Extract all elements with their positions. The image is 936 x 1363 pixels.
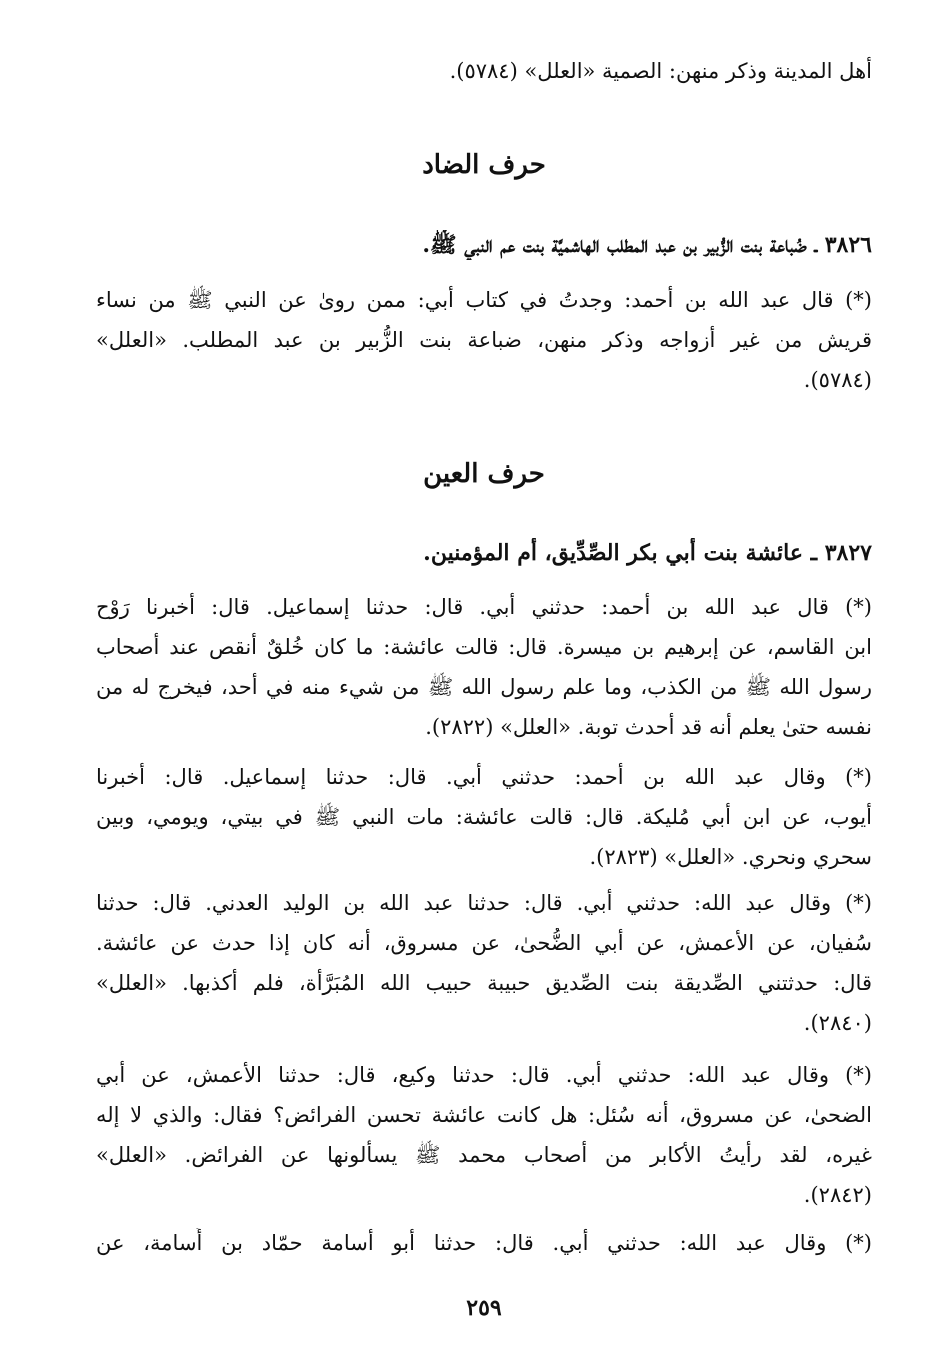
text-line: أهل المدينة وذكر منهن: الصمية «العلل» (٥٧٨٤). [449,59,872,83]
text-line: الضحىٰ، عن مسروق، أنه سُئل: هل كانت عائشة تحسن الفرائض؟ فقال: والذي لا إله [96,1103,872,1127]
entry-title-3827: ٣٨٢٧ ـ عائشة بنت أبي بكر الصِّدِّيق، أم المؤمنين. [423,540,872,566]
text-line: (*) قال عبد الله بن أحمد: وجدتُ في كتاب أبي: ممن روىٰ عن النبي ﷺ من نساء [96,288,872,312]
text-line: غيره، لقد رأيتُ الأكابر من أصحاب محمد ﷺ يسألونها عن الفرائض. «العلل» [96,1143,872,1167]
text-line: رسول الله ﷺ من الكذب، وما علم رسول الله ﷺ من شيء منه في أحد، فيخرج له من [96,675,872,699]
text-line: نفسه حتىٰ يعلم أنه قد أحدث توبة. «العلل» (٢٨٢٢). [425,715,872,739]
text-line: (*) وقال عبد الله: حدثني أبي. قال: حدثنا عبد الله بن الوليد العدني. قال: حدثنا [96,891,872,915]
text-line: (*) وقال عبد الله: حدثني أبي. قال: حدثنا أبو أسامة حمّاد بن أُسامة، عن [96,1231,872,1255]
entry-title-3826: ٣٨٢٦ ـ ضُباعة بنت الزُّبير بن عبد المطلب الهاشميَّة بنت عم النبي ﷺ. [422,232,872,258]
text-line: قريش من غير أزواجه وذكر منهن، ضباعة بنت الزُّبير بن عبد المطلب. «العلل» [96,328,872,352]
section-heading-dad: حرف الضاد [422,150,546,180]
text-line: (٥٧٨٤). [803,368,872,392]
text-line: (٢٨٤٠). [803,1011,872,1035]
text-line: أيوب، عن ابن أبي مُليكة. قال: قالت عائشة: مات النبي ﷺ في بيتي، ويومي، وبين [96,805,872,829]
section-heading-ain: حرف العين [423,459,545,489]
text-line: (*) وقال عبد الله بن أحمد: حدثني أبي. قال: حدثنا إسماعيل. قال: أخبرنا [96,765,872,789]
text-line: (٢٨٤٢). [803,1183,872,1207]
text-line: ابن القاسم، عن إبرهيم بن ميسرة. قال: قالت عائشة: ما كان خُلقٌ أنقص عند أصحاب [96,635,872,659]
page-number: ٢٥٩ [466,1295,502,1321]
text-line: قال: حدثتني الصِّديقة بنت الصِّديق حبيبة حبيب الله المُبَرَّأة، فلم أكذبها. «العلل» [96,971,872,995]
text-line: (*) قال عبد الله بن أحمد: حدثني أبي. قال: حدثنا إسماعيل. قال: أخبرنا رَوْح [96,595,872,619]
text-line: سُفيان، عن الأعمش، عن أبي الضُّحىٰ، عن مسروق، أنه كان إذا حدث عن عائشة. [96,931,872,955]
text-line: (*) وقال عبد الله: حدثني أبي. قال: حدثنا وكيع، قال: حدثنا الأعمش، عن أبي [96,1063,872,1087]
text-line: سحري ونحري. «العلل» (٢٨٢٣). [589,845,872,869]
